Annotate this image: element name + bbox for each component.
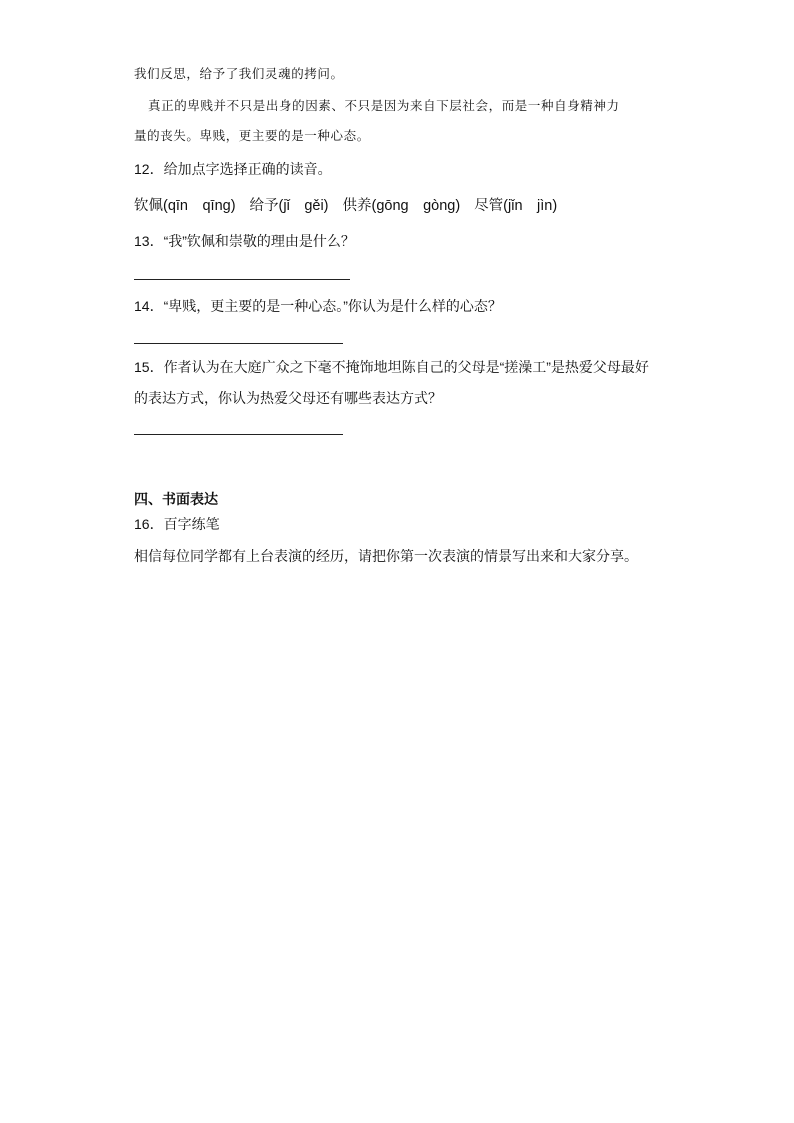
passage-line-3: 量的丧失。卑贱，更主要的是一种心态。: [134, 128, 370, 143]
question-16-prompt: 相信每位同学都有上台表演的经历，请把你第一次表演的情景写出来和大家分享。: [134, 548, 638, 564]
passage-line-1: 我们反思，给予了我们灵魂的拷问。: [134, 66, 344, 81]
section-heading: 四、书面表达: [134, 491, 218, 507]
pinyin-item: 供养(gōng gòng): [342, 198, 461, 214]
pinyin-options-row: [134, 196, 557, 216]
passage-line-2: 真正的卑贱并不只是出身的因素、不只是因为来自下层社会，而是一种自身精神力: [148, 98, 620, 113]
question-15-line-1: 15．作者认为在大庭广众之下毫不掩饰地坦陈自己的父母是“搓澡工”是热爱父母最好: [134, 359, 649, 375]
question-15-line-2: 的表达方式，你认为热爱父母还有哪些表达方式？: [134, 390, 442, 406]
answer-line-15[interactable]: [134, 434, 343, 435]
pinyin-item: 钦佩(qīn qīng): [134, 198, 236, 214]
pinyin-item: 给予(jǐ gěi): [249, 198, 329, 214]
answer-line-13[interactable]: [134, 279, 350, 280]
question-14: 14．“卑贱，更主要的是一种心态。”你认为是什么样的心态？: [134, 298, 502, 314]
question-13: 13．“我”钦佩和崇敬的理由是什么？: [134, 233, 355, 249]
answer-line-14[interactable]: [134, 343, 343, 344]
pinyin-item: 尽管(jǐn jìn): [474, 198, 558, 214]
question-16-title: 16．百字练笔: [134, 516, 220, 532]
question-12: 12．给加点字选择正确的读音。: [134, 161, 332, 177]
